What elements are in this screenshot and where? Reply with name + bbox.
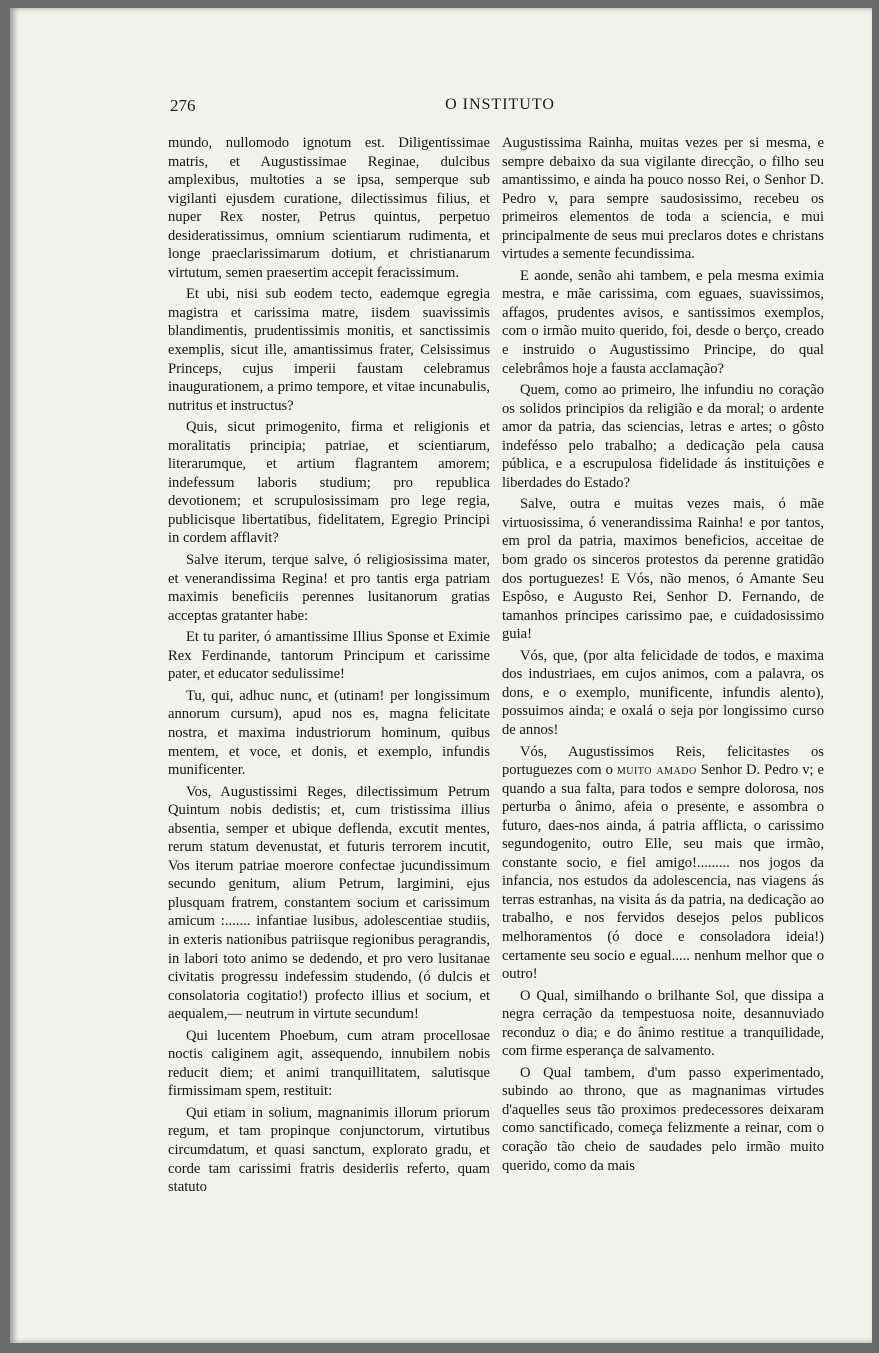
- paragraph: Vós, que, (por alta felicidade de todos, e maxima dos industriaes, em cujos animos, com a palavra, os dons, e o exemplo, munificente, infundis alento), possuimos ainda; e oxalá o seja por longissimo curso de annos!: [502, 647, 824, 738]
- paragraph: Tu, qui, adhuc nunc, et (utinam! per longissimum annorum cursum), apud nos es, magna felicitate nostra, et maxima industriorum hominum, quibus mentem, et voce, et donis, et exemplo, infundis munificenter.: [168, 687, 490, 779]
- paragraph: O Qual tambem, d'um passo experimentado, subindo ao throno, que as magnanimas virtudes d'aquelles seus tão proximos predecessores deixaram como sanctificado, começa felizmente a reinar, com o coração tão cheio de saudades pelo irmão muito querido, como da mais: [502, 1064, 824, 1174]
- paragraph: Quem, como ao primeiro, lhe infundiu no coração os solidos principios da religião e da moral; o ardente amor da patria, das sciencias, letras e artes; o gôsto indefésso pelo trabalho; a dedicação pela causa pública, e a escrupulosa fidelidade ás instituições e liberdades do Estado?: [502, 382, 824, 491]
- paragraph: Vos, Augustissimi Reges, dilectissimum Petrum Quintum nobis dedistis; et, cum tristissima illius absentia, semper et ubique deflenda, excutit mentes, rerum statum devenustat, et futuris terrorem incutit, Vos iterum patriae moerore confectae jucundissimum secundo genitum, alium Petrum, largimini, ejus plusquam fratrem, constantem socium et carissimum amicum :....... infantiae lusibus, adolescentiae studiis, in exteris nationibus patriisque regionibus peragrandis, in labori toto animo se dedendo, et pro vero lusitanae civitatis progressu indefessim studendo, (ó dulcis et consolatoria cogitatio!) profecto illius et socium, et aequalem,— neutrum in virtute secundum!: [168, 783, 490, 1023]
- paragraph: Et ubi, nisi sub eodem tecto, eademque egregia magistra et carissima matre, iisdem suavissimis blandimentis, prudentissimis monitis, et sanctissimis exemplis, sicut ille, amantissimus frater, Celsissimus Princeps, cujus imperii faustam celebramus inaugurationem, a primo tempore, et vitae incunabulis, nutritus et instructus?: [168, 286, 490, 414]
- page-number: 276: [170, 96, 196, 115]
- book-page: [10, 8, 872, 1343]
- paragraph: [502, 743, 824, 984]
- paragraph: Salve, outra e muitas vezes mais, ó mãe virtuosissima, ó venerandissima Rainha! e por tantos, em prol da patria, maximos beneficios, acceitae de bom grado os sinceros protestos da perenne gratidão dos portuguezes! E Vós, não menos, ó Amante Seu Espôso, e Augusto Rei, Senhor D. Fernando, de tamanhos principes carissimo pae, e cuidadosissimo guia!: [502, 496, 824, 643]
- latin-column: [168, 134, 490, 1200]
- paragraph: mundo, nullomodo ignotum est. Diligentissimae matris, et Augustissimae Reginae, dulcibus amplexibus, multoties a se ipsa, semperque sub vigilanti ejusdem curatione, dilectissimus filius, et nuper Rex noster, Petrus quintus, perpetuo desideratissimus, omnium scientiarum rudimenta, et longe praeclarissimarum dotium, et christianarum virtutum, semen praesertim accepit feracissimum.: [168, 135, 490, 281]
- paragraph-text: Vós, Augustissimos Reis, felicitastes os portuguezes com o: [502, 743, 824, 779]
- page-header: [170, 96, 830, 120]
- paragraph: Qui etiam in solium, magnanimis illorum priorum regum, et tam propinque conjunctorum, virtutibus circumdatum, et quasi sanctum, explorato gradu, et corde tam carissimi fratris desideriis referto, quam statuto: [168, 1104, 490, 1196]
- paragraph: E aonde, senão ahi tambem, e pela mesma eximia mestra, e mãe carissima, com eguaes, suavissimos, affagos, prudentes avisos, e santissimos exemplos, com o irmão muito querido, foi, desde o berço, creado e instruido o Augustissimo Principe, do qual celebrâmos hoje a fausta acclamação?: [502, 267, 824, 377]
- portuguese-column: [502, 134, 824, 1178]
- smallcaps-phrase: muito amado: [616, 762, 697, 779]
- paragraph: O Qual, similhando o brilhante Sol, que dissipa a negra cerração da tempestuosa noite, desannuviado reconduz o dia; e do ânimo restitue a tranquilidade, com firme esperança de salvamento.: [502, 987, 824, 1060]
- paragraph: Qui lucentem Phoebum, cum atram procellosae noctis caliginem agit, assequendo, innubilem nobis reducit diem; et animi tranquillitatem, salutisque firmissimam spem, restituit:: [168, 1027, 490, 1100]
- running-title: O INSTITUTO: [445, 96, 555, 113]
- paragraph-text: Senhor D. Pedro v; e quando a sua falta, para todos e sempre dolorosa, nos perturba o ânimo, afeia o presente, e assombra o futuro, daes-nos ainda, á patria afflicta, o carissimo segundogenito, outro Elle, seu mais que irmão, constante socio, e fiel amigo!......... nos jogos da infancia, nos estudos da adolescencia, nas viagens ás terras estranhas, na visita ás da patria, na dedicação ao trabalho, e nos fervidos desejos pelos publicos melhoramentos (ó doce e consoladora ideia!) certamente seu socio e egual..... nenhum melhor que o outro!: [502, 762, 824, 983]
- paragraph: Augustissima Rainha, muitas vezes per si mesma, e sempre debaixo da sua vigilante direcção, o filho seu amantissimo, e ainda ha pouco nosso Rei, o Senhor D. Pedro v, para sempre saudosissimo, recebeu os primeiros elementos de toda a sciencia, e mui principalmente de seus mui preclaros dotes e christans virtudes a semente fecundissima.: [502, 135, 824, 263]
- paragraph: Quis, sicut primogenito, firma et religionis et moralitatis principia; patriae, et scientiarum, literarumque, et artium flagrantem amorem; indefessum laboris studium; pro republica devotionem; et scrupulosissimam pro lege regia, publicisque libertatibus, fidelitatem, Egregio Principi in cordem afflavit?: [168, 419, 490, 547]
- paragraph: Et tu pariter, ó amantissime Illius Sponse et Eximie Rex Ferdinande, tantorum Principum et carissime pater, et educator sedulissime!: [168, 629, 490, 683]
- paragraph: Salve iterum, terque salve, ó religiosissima mater, et venerandissima Regina! et pro tantis erga patriam maximis beneficiis perennes lusitanorum gratias acceptas gratanter habe:: [168, 552, 490, 624]
